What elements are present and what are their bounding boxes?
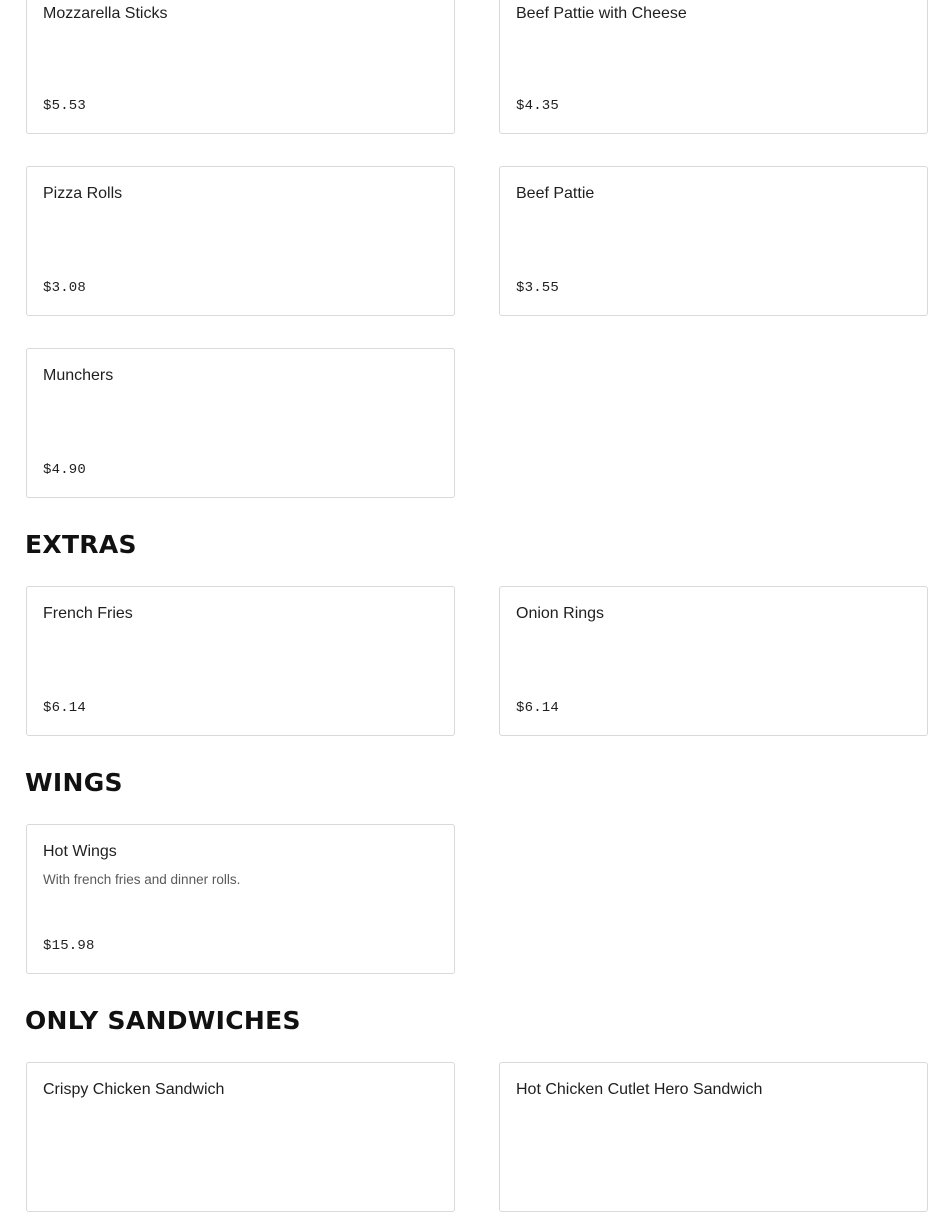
menu-item-name: Beef Pattie [516, 185, 595, 202]
menu-item-name: Crispy Chicken Sandwich [43, 1081, 225, 1098]
menu-item-card[interactable] [499, 166, 928, 316]
menu-item-price: $3.08 [43, 280, 87, 296]
menu-item-name: Munchers [43, 367, 114, 384]
menu-item-name: Hot Wings [43, 843, 117, 860]
menu-item-card[interactable] [26, 1062, 455, 1212]
menu-item-name: Pizza Rolls [43, 185, 123, 202]
menu-item-price: $4.35 [516, 98, 560, 114]
menu-item-description: With french fries and dinner rolls. [43, 872, 241, 887]
menu-item-card[interactable] [26, 586, 455, 736]
menu-item-name: Mozzarella Sticks [43, 5, 168, 22]
menu-item-card[interactable] [26, 348, 455, 498]
menu-item-card[interactable] [499, 586, 928, 736]
section-title-only-sandwiches: ONLY SANDWICHES [25, 1006, 301, 1035]
menu-item-name: Hot Chicken Cutlet Hero Sandwich [516, 1081, 763, 1098]
menu-item-card[interactable] [26, 166, 455, 316]
menu-item-card[interactable] [26, 824, 455, 974]
menu-item-price: $4.90 [43, 462, 87, 478]
menu-item-price: $15.98 [43, 938, 95, 954]
menu-item-name: Beef Pattie with Cheese [516, 5, 687, 22]
menu-item-price: $6.14 [43, 700, 87, 716]
menu-item-name: French Fries [43, 605, 133, 622]
menu-item-card[interactable] [26, 0, 455, 134]
section-title-extras: EXTRAS [25, 530, 137, 559]
menu-item-price: $5.53 [43, 98, 87, 114]
menu-item-card[interactable] [499, 0, 928, 134]
menu-item-card[interactable] [499, 1062, 928, 1212]
menu-item-price: $6.14 [516, 700, 560, 716]
menu-item-price: $3.55 [516, 280, 560, 296]
section-title-wings: WINGS [25, 768, 123, 797]
menu-item-name: Onion Rings [516, 605, 605, 622]
